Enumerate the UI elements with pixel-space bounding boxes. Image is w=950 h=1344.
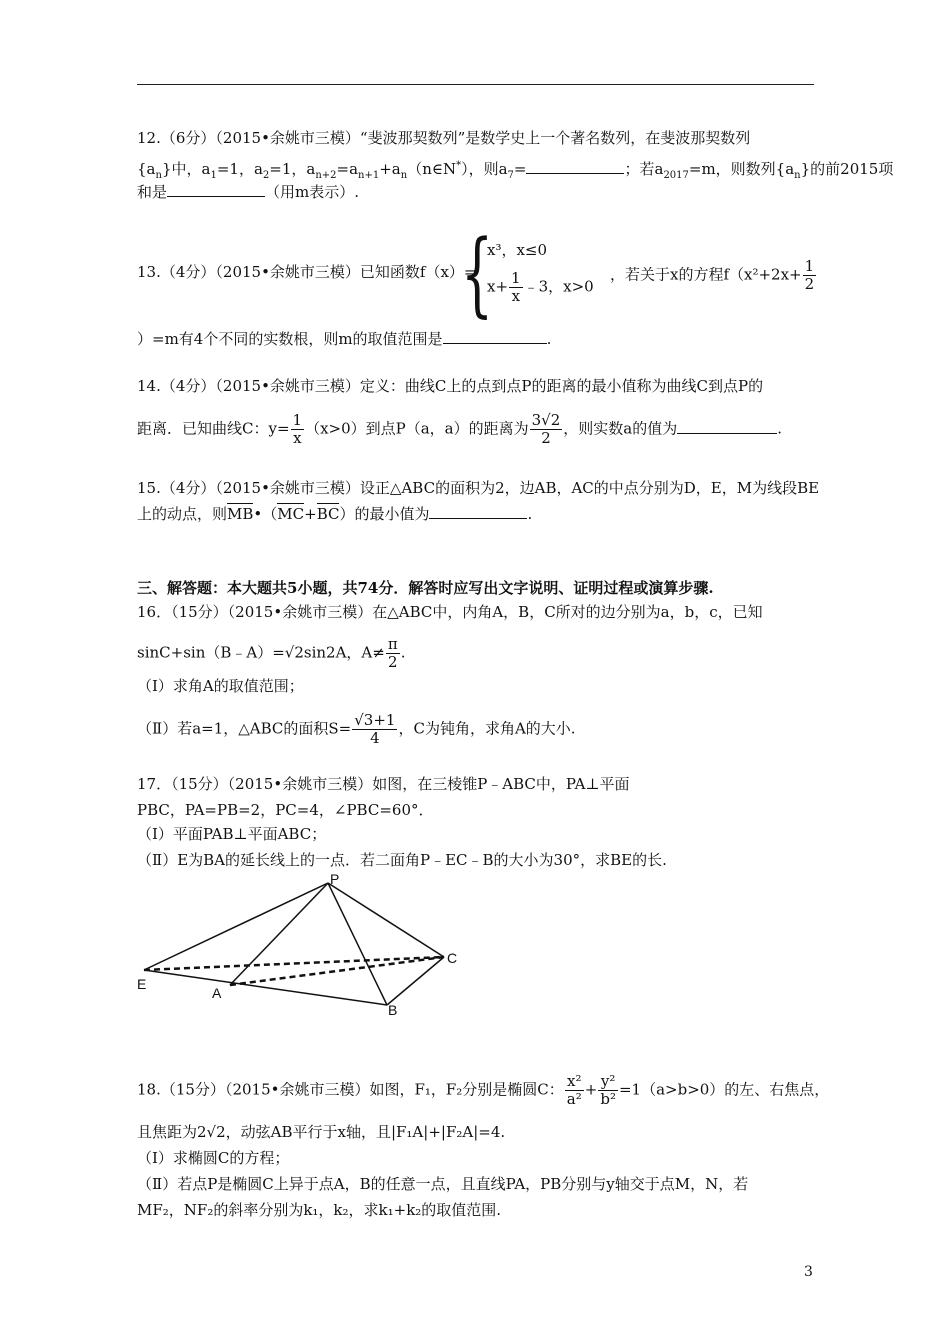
q16-part2: （Ⅱ）若a=1，△ABC的面积S= $\frac{√3+1}{4}$ ，C为钝角，求角A的大小. (137, 711, 576, 747)
page-number: 3 (804, 1264, 813, 1280)
q17-part1: （Ⅰ）平面PAB⊥平面ABC； (137, 825, 327, 843)
q16-line2: sinC+sin（B﹣A）=√2sin2A，A≠ $\frac{\pi}{2}$ . (137, 635, 406, 671)
q17-line2: PBC，PA=PB=2，PC=4，∠PBC=60°． (137, 801, 434, 819)
edge-EB (144, 970, 387, 1005)
q12-line3: 和是 （用m表示）. (137, 183, 360, 201)
q14-line2: 距离．已知曲线C：y= $\frac{1}{x}$ （x>0）到点P（a，a）的距离为 $\frac{3√2}{2}$ ，则实数a的值为 . (137, 411, 783, 447)
edge-CB (387, 957, 444, 1005)
q18-line1: 18.（15分）（2015•余姚市三模）如图，F₁，F₂分别是椭圆C： $\frac{\text{x²}}{\text{a²}}$ + $\frac{\text{y²}}{\text{b²}}$ =1（a>b>0）的左、右焦点， (137, 1072, 830, 1108)
q16-line1: 16．（15分）（2015•余姚市三模）在△ABC中，内角A，B，C所对的边分别为a，b，c，已知 (137, 603, 763, 621)
q13-line2: ）=m有4个不同的实数根，则m的取值范围是 . (137, 330, 552, 348)
edge-PA (230, 883, 328, 985)
q15-line1: 15.（4分）（2015•余姚市三模）设正△ABC的面积为2，边AB，AC的中点分别为D，E，M为线段BE (137, 479, 820, 497)
piecewise-brace: { (461, 220, 494, 327)
label-P: P (330, 871, 340, 887)
q13-case2: x+ $\frac{1}{x}$ ﹣3，x>0 (487, 269, 594, 305)
q18-part2-line2: MF₂，NF₂的斜率分别为k₁，k₂，求k₁+k₂的取值范围. (137, 1201, 502, 1219)
q14-line1: 14.（4分）（2015•余姚市三模）定义：曲线C上的点到点P的距离的最小值称为曲线C到点P的 (137, 377, 764, 395)
label-E: E (137, 976, 147, 992)
q18-part2-line1: （Ⅱ）若点P是椭圆C上异于点A，B的任意一点，且直线PA，PB分别与y轴交于点M，N，若 (137, 1175, 749, 1193)
q13-after: ，若关于x的方程f（x²+2x+ $\frac{1}{2}$ (610, 257, 815, 293)
q13-case1: x³，x≤0 (487, 241, 548, 259)
label-B: B (388, 1002, 398, 1018)
q12-line1: 12.（6分）（2015•余姚市三模）“斐波那契数列”是数学史上一个著名数列，在斐波那契数列 (137, 129, 751, 147)
label-C: C (447, 950, 458, 966)
q17-line1: 17．（15分）（2015•余姚市三模）如图，在三棱锥P﹣ABC中，PA⊥平面 (137, 775, 630, 793)
edge-PE (144, 883, 328, 970)
section-3-heading: 三、解答题：本大题共5小题，共74分．解答时应写出文字说明、证明过程或演算步骤. (137, 579, 714, 597)
q13-intro: 13.（4分）（2015•余姚市三模）已知函数f（x）= (137, 263, 477, 281)
q18-line2: 且焦距为2√2，动弦AB平行于x轴，且|F₁A|+|F₂A|=4. (137, 1123, 506, 1141)
label-A: A (212, 985, 222, 1001)
q18-part1: （Ⅰ）求椭圆C的方程； (137, 1149, 290, 1167)
q12-line2: $\{a_n\}$中，$a_1=1$，$a_2=1$，$a_{n+2}=a_{n+1}+a_n(n\in N^*)$，则$a_7=$ ；若$a_{2017}=m$，则数列$\{a_n\}$的前2015项 (137, 160, 894, 181)
q15-line2: 上的动点，则MB•（MC+BC）的最小值为 . (137, 505, 533, 523)
q17-part2: （Ⅱ）E为BA的延长线上的一点．若二面角P﹣EC﹣B的大小为30°，求BE的长. (137, 851, 667, 869)
q16-part1: （Ⅰ）求角A的取值范围； (137, 677, 304, 695)
